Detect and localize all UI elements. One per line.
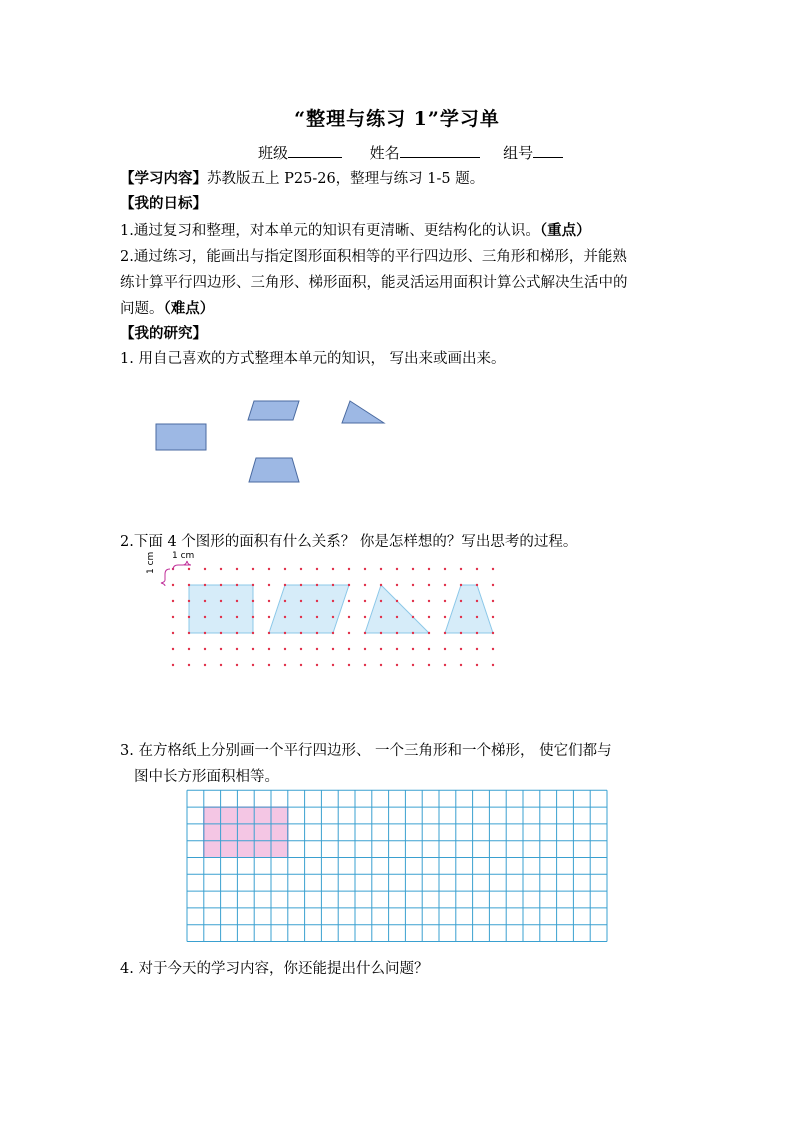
unit-label-vertical: 1 cm xyxy=(146,551,156,574)
class-label: 班级 xyxy=(258,144,289,162)
question-2: 2.下面 4 个图形的面积有什么关系？ 你是怎样想的？写出思考的过程。 xyxy=(120,534,578,550)
goals-header: 【我的日标】 xyxy=(120,195,207,212)
goal-2-mark: （难点） xyxy=(163,300,215,317)
goal-1-mark: （重点） xyxy=(539,222,591,239)
unit-label-horizontal: 1 cm xyxy=(172,551,195,561)
research-header: 【我的研究】 xyxy=(120,325,207,342)
question-3-line-1: 3. 在方格纸上分别画一个平行四边形、 一个三角形和一个梯形， 使它们都与 xyxy=(120,743,612,759)
question-3-line-2: 图中长方形面积相等。 xyxy=(134,769,279,785)
question-1: 1. 用自己喜欢的方式整理本单元的知识， 写出来或画出来。 xyxy=(120,351,506,367)
learning-content-text: 苏教版五上 P25-26，整理与练习 1-5 题。 xyxy=(207,171,485,187)
question-4: 4. 对于今天的学习内容，你还能提出什么问题？ xyxy=(120,961,429,977)
name-label: 姓名 xyxy=(369,144,400,162)
goal-2-line-2: 练计算平行四边形、三角形、梯形面积，能灵活运用面积计算公式解决生活中的 xyxy=(120,275,628,291)
learning-content-tag: 【学习内容】 xyxy=(120,170,207,187)
goal-2-line-3-text: 问题。 xyxy=(120,301,164,317)
page-title: “整理与练习 1”学习单 xyxy=(294,108,500,130)
q3-pink-rectangle xyxy=(204,807,288,857)
goal-1-text: 1.通过复习和整理，对本单元的知识有更清晰、更结构化的认识。 xyxy=(120,223,540,239)
group-label: 组号 xyxy=(503,144,534,162)
goal-2-line-1: 2.通过练习，能画出与指定图形面积相等的平行四边形、三角形和梯形，并能熟 xyxy=(120,249,627,265)
